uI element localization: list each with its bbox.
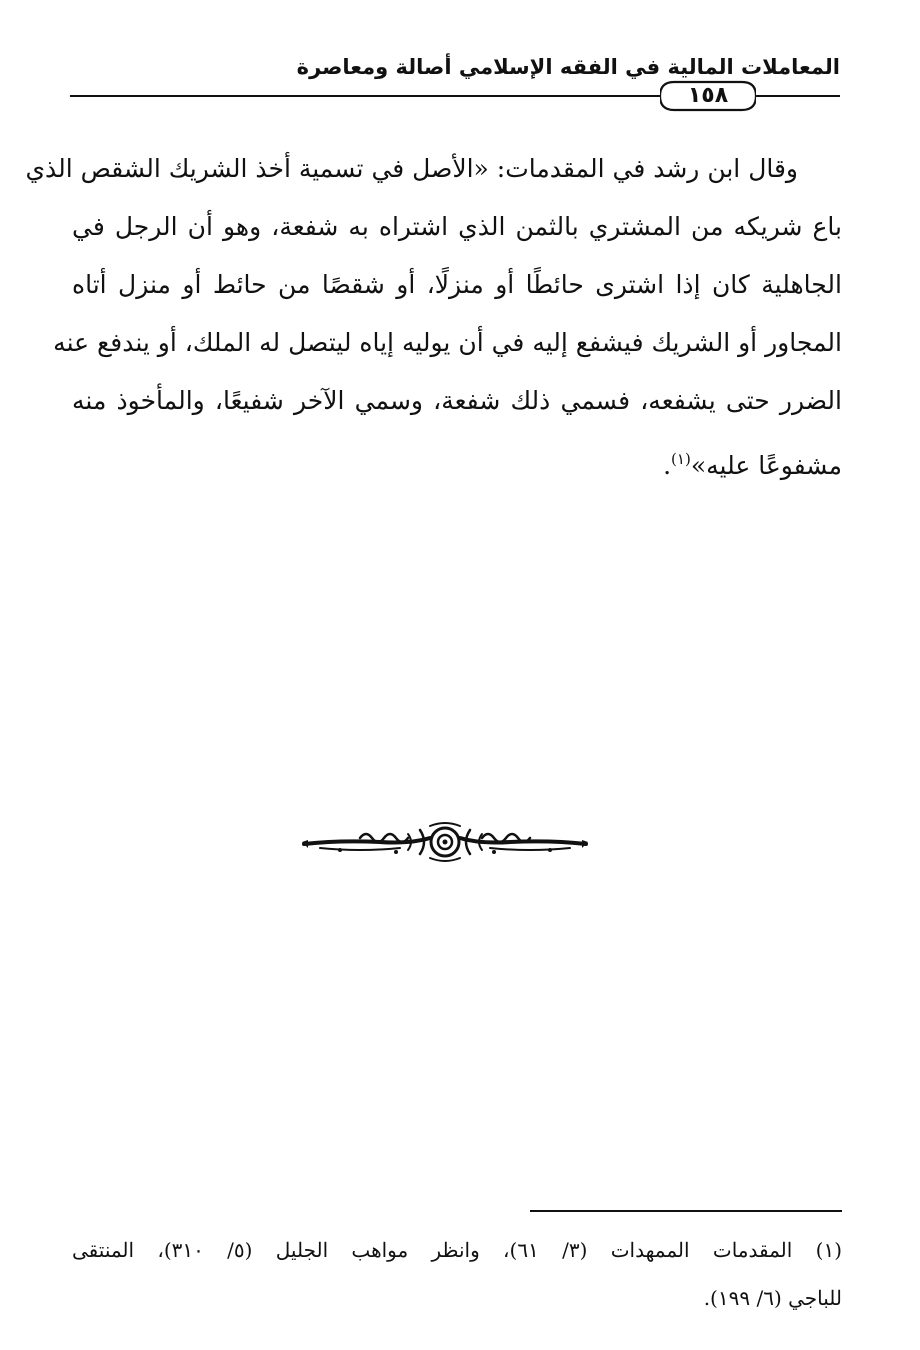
body-line: الجاهلية كان إذا اشترى حائطًا أو منزلًا، أو شقصًا من حائط أو منزل أتاه bbox=[72, 270, 842, 299]
footnote-rule bbox=[530, 1210, 842, 1212]
page-number: ١٥٨ bbox=[687, 83, 729, 108]
body-line-text: مشفوعًا عليه» bbox=[690, 451, 842, 480]
running-header-title: المعاملات المالية في الفقه الإسلامي أصالة ومعاصرة bbox=[296, 55, 840, 79]
body-line: الضرر حتى يشفعه، فسمي ذلك شفعة، وسمي الآخر شفيعًا، والمأخوذ منه bbox=[72, 386, 842, 415]
footnote-line: للباجي (٦/ ١٩٩). bbox=[703, 1286, 842, 1310]
body-line: المجاور أو الشريك فيشفع إليه في أن يوليه إياه ليتصل له الملك، أو يندفع عنه bbox=[53, 328, 842, 357]
body-line-last bbox=[72, 430, 842, 488]
footnote-line: (١) المقدمات الممهدات (٣/ ٦١)، وانظر مواهب الجليل (٥/ ٣١٠)، المنتقى bbox=[72, 1238, 842, 1262]
section-ornament-icon bbox=[300, 820, 590, 866]
footnote bbox=[72, 1226, 842, 1322]
closing-period: . bbox=[663, 451, 672, 480]
body-paragraph bbox=[25, 140, 842, 488]
body-line: وقال ابن رشد في المقدمات: «الأصل في تسمية أخذ الشريك الشقص الذي bbox=[25, 154, 798, 183]
body-line: باع شريكه من المشتري بالثمن الذي اشتراه به شفعة، وهو أن الرجل في bbox=[72, 212, 842, 241]
footnote-reference: (١) bbox=[671, 450, 691, 468]
